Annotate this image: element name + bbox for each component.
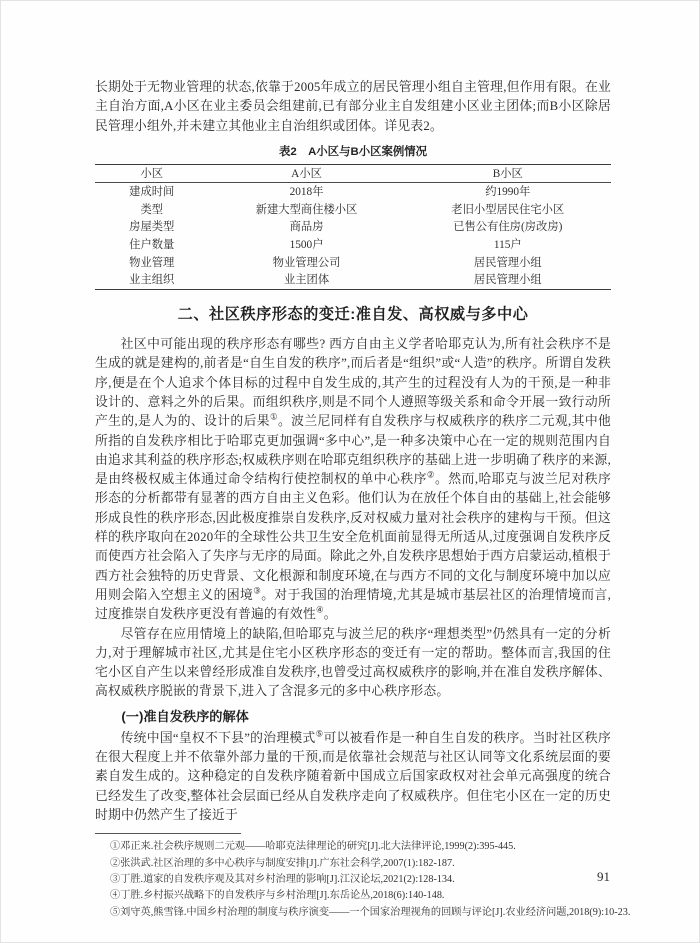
table-row	[95, 183, 611, 201]
table-cell: 物业管理公司	[272, 256, 341, 269]
table-header-cell: 小区	[140, 167, 164, 180]
footnote-separator	[95, 833, 241, 834]
body-paragraph-1: 社区中可能出现的秩序形态有哪些? 西方自由主义学者哈耶克认为,所有社会秩序不是生成的就是建构的,前者是“自生自发的秩序”,而后者是“组织”或“人造”的秩序。所谓自发秩序,便是在个人追求个体目标的过程中自发生成的,其产生的过程没有人为的干预,是一种非设计的、意料之外的后果。而组织秩序,则是不同个人遵照等级关系和命令开展一致行动所产生的,是人为的、设计的后果①。波兰尼同样有自发秩序与权威秩序的秩序二元观,其中他所指的自发秩序相比于哈耶克更加强调“多中心”,是一种多决策中心在一定的规则范围内自由追求其利益的秩序形态;权威秩序则在哈耶克组织秩序的基础上进一步明确了秩序的来源,是由终极权威主体通过命令结构行使控制权的单中心秩序②。然而,哈耶克与波兰尼对秩序形态的分析都带有显著的西方自由主义色彩。他们认为在放任个体自由的基础上,社会能够形成良性的秩序形态,因此极度推崇自发秩序,反对权威力量对社会秩序的建构与干预。但这样的秩序取向在2020年的全球性公共卫生安全危机面前显得无所适从,过度强调自发秩序反而使西方社会陷入了失序与无序的局面。除此之外,自发秩序思想始于西方启蒙运动,植根于西方社会独特的历史背景、文化根源和制度环境,在与西方不同的文化与制度环境中加以应用则会陷入空想主义的困境③。对于我国的治理情境,尤其是城市基层社区的治理情境而言,过度推崇自发秩序更没有普遍的有效性④。	[95, 337, 612, 622]
table-cell: 已售公有住房(房改房)	[453, 221, 563, 234]
table-cell: 2018年	[289, 186, 324, 199]
table-cell: 115户	[493, 239, 522, 252]
table-header-row	[95, 164, 611, 183]
table-cell: 业主组织	[129, 274, 175, 287]
body-paragraph-3: 传统中国“皇权不下县”的治理模式⑤可以被看作是一种自生自发的秩序。当时社区秩序在很大程度上并不依靠外部力量的干预,而是依靠社会规范与社区认同等文化系统层面的要素自发生成的。这种稳定的自发秩序随着新中国成立后国家政权对社会单元高强度的统合已经发生了改变,整体社会层面已经从自发秩序走向了权威秩序。但住宅小区在一定的历史时期中仍然产生了接近于	[95, 728, 611, 822]
table-cell: 建成时间	[129, 186, 175, 199]
intro-paragraph: 长期处于无物业管理的状态,依靠于2005年成立的居民管理小组自主管理,但作用有限。在业主自治方面,A小区在业主委员会组建前,已有部分业主自发组建小区业主团体;而B小区除居民管理小组外,并未建立其他业主自治组织或团体。详见表2。	[95, 80, 611, 133]
table-row	[95, 254, 611, 272]
table-caption: 表2 A小区与B小区案例情况	[278, 145, 428, 158]
footnote-item: ⑤刘守英,熊雪锋.中国乡村治理的制度与秩序演变——一个国家治理视角的回顾与评论[J].农业经济问题,2018(9):10-23.	[110, 906, 631, 918]
table-row	[95, 201, 611, 219]
table-cell: 住户数量	[129, 239, 175, 252]
body-paragraph-2: 尽管存在应用情境上的缺陷,但哈耶克与波兰尼的秩序“理想类型”仍然具有一定的分析力,对于理解城市社区,尤其是住宅小区秩序形态的变迁有一定的帮助。整体而言,我国的住宅小区自产生以来曾经形成准自发秩序,也曾受过高权威秩序的影响,并在准自发秩序解体、高权威秩序脱嵌的背景下,进入了含混多元的多中心秩序形态。	[95, 626, 611, 699]
footnote-item: ④丁胜.乡村振兴战略下的自发秩序与乡村治理[J].东岳论丛,2018(6):140-148.	[110, 890, 445, 902]
table-cell: 业主团体	[283, 274, 330, 287]
table-cell: 居民管理小组	[473, 256, 542, 269]
subsection-heading: (一)准自发秩序的解体	[121, 708, 249, 724]
table-row	[95, 236, 611, 254]
section-heading: 二、社区秩序形态的变迁:准自发、高权威与多中心	[177, 306, 529, 324]
table-cell: 商品房	[289, 221, 324, 234]
table-cell: 居民管理小组	[473, 274, 542, 287]
page-number: 91	[597, 869, 610, 884]
footnote-item: ③丁胜.道家的自发秩序观及其对乡村治理的影响[J].江汉论坛,2021(2):128-134.	[110, 873, 455, 885]
table-cell: 物业管理	[129, 256, 175, 269]
table-cell: 约1990年	[485, 186, 531, 199]
table-cell: 房屋类型	[129, 221, 175, 234]
table-cell: 老旧小型居民住宅小区	[451, 203, 565, 216]
table-header-cell: B小区	[492, 167, 523, 180]
table-cell: 类型	[140, 203, 164, 216]
table-header-cell: A小区	[291, 167, 322, 180]
table-cell: 1500户	[289, 239, 324, 252]
table-cell: 新建大型商住楼小区	[255, 203, 358, 216]
case-comparison-table	[95, 164, 611, 290]
page-content	[95, 78, 631, 921]
table-row	[95, 271, 611, 289]
footnotes-block	[95, 839, 631, 921]
footnote-item: ②张洪武.社区治理的多中心秩序与制度安排[J].广东社会科学,2007(1):182-187.	[110, 857, 455, 869]
footnote-item: ①邓正来.社会秩序规则二元观——哈耶克法律理论的研究[J].北大法律评论,1999(2):395-445.	[110, 841, 516, 853]
table-row	[95, 219, 611, 237]
